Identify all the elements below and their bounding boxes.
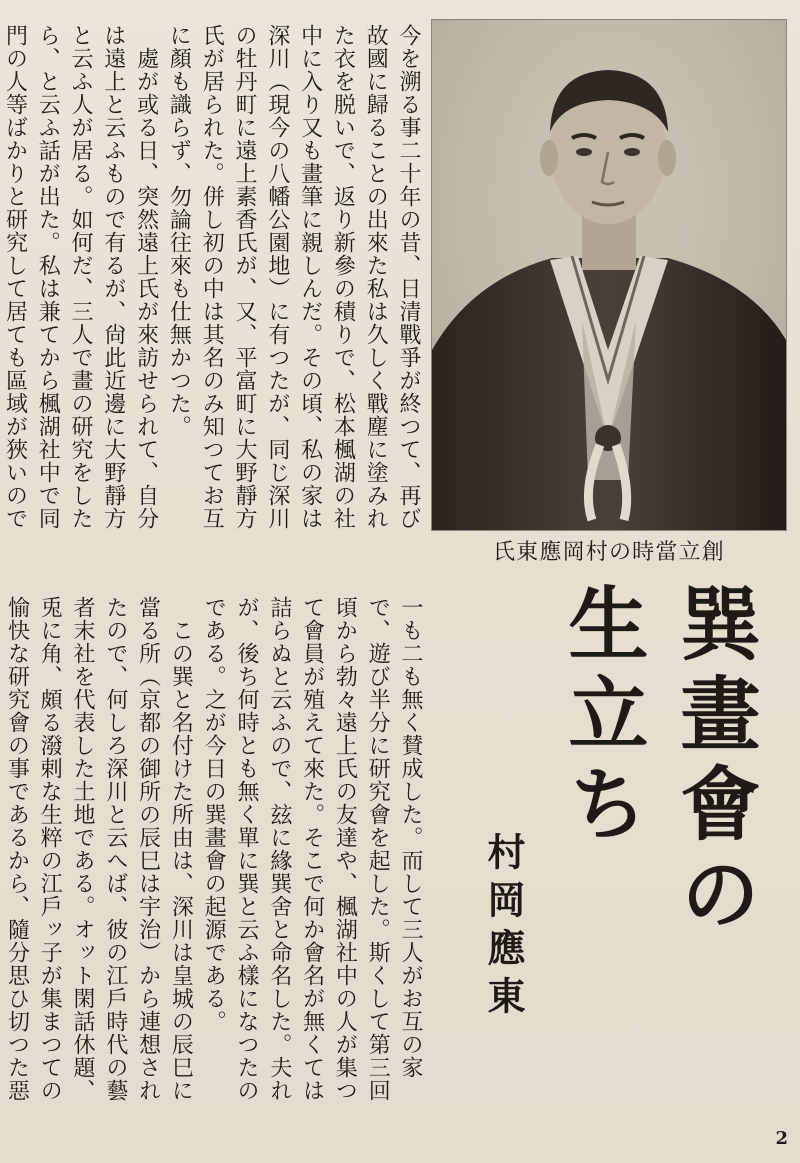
article-author: 村岡應東 [481, 832, 526, 1024]
page-number: 2 [775, 1128, 788, 1149]
portrait-illustration [432, 20, 786, 530]
photo-caption-text: 氏東應岡村の時當立創 [492, 540, 725, 565]
article-body-bottom: 一も二も無く賛成した。而して三人がお互の家で、遊び半分に研究會を起した。斯くして第三回頃から勃々遠上氏の友達や、楓湖社中の人が集つて會員が殖えて來た。そこで何か會名が無くては詰らぬと云ふので、玆に緣巽舍と命名した。夫れが、後ち何時とも無く單に巽と云ふ樣になつたのである。之が今日の巽畫會の起源である。 この巽と名付けた所由は、深川は皇城の辰巳に當る所（京都の御所の辰巳は宇治）から連想されたので、何しろ深川と云へば、彼の江戶時代の藝者末社を代表した土地である。オット閑話休題、兎に角、頗る潑剌な生粹の江戶ッ子が集まつての愉快な研究會の事であるから、隨分思ひ切つた惡 [4, 596, 423, 1102]
portrait-photo [431, 19, 787, 531]
article-title: 巽畫會の 生立ち [555, 582, 761, 942]
article-body-top: 今を溯る事二十年の昔、日清戰爭が終つて、再び故國に歸ることの出來た私は久しく戰塵に塗みれた衣を脱いで、返り新參の積りで、松本楓湖の社中に入り又も畫筆に親しんだ。その頃、私の家は深川（現今の八幡公園地）に有つたが、同じ深川の牡丹町に遠上素香氏が、又、平富町に大野靜方氏が居られた。併し初の中は其名のみ知つてお互に顏も識らず、勿論往來も仕無かつた。 處が或る日、突然遠上氏が來訪せられて、自分は遠上と云ふもので有るが、尙此近邊に大野靜方と云ふ人が居る。如何だ、三人で畫の研究をしたら、と云ふ話が出た。私は兼てから楓湖社中で同門の人等ばかりと研究して居ても區域が狹いので [2, 24, 421, 530]
photo-caption [436, 537, 782, 569]
